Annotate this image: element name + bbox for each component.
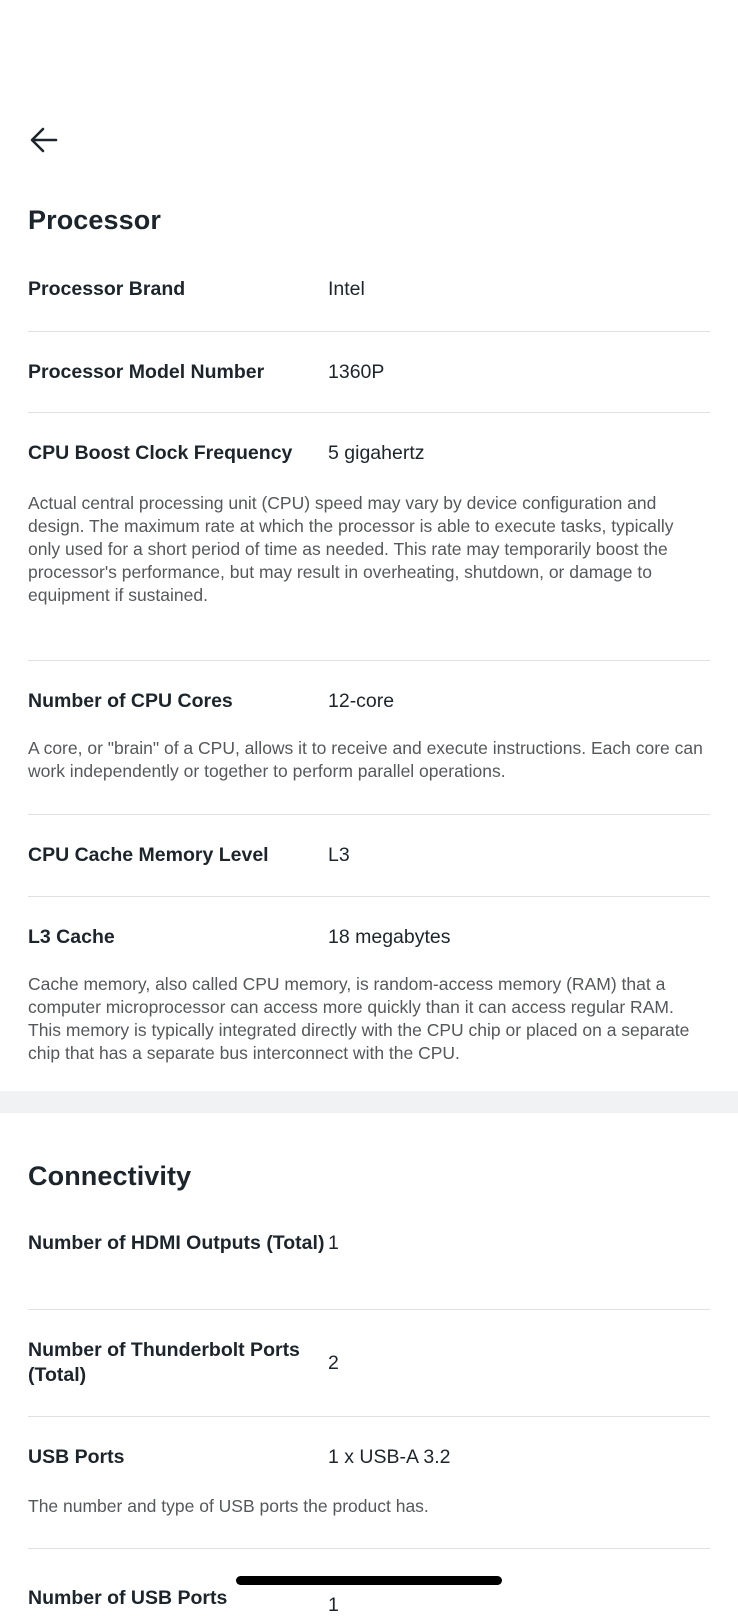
spec-label: Number of HDMI Outputs (Total) xyxy=(28,1232,325,1254)
spec-value: 18 megabytes xyxy=(328,926,451,948)
spec-label: L3 Cache xyxy=(28,926,115,948)
section-title-processor: Processor xyxy=(28,205,161,235)
spec-label: Number of Thunderbolt Ports (Total) xyxy=(28,1339,300,1386)
spec-description: A core, or "brain" of a CPU, allows it to receive and execute instructions. Each core can work independently or together to perform parallel operations. xyxy=(28,738,703,781)
connectivity-section xyxy=(0,1113,738,1618)
spec-value: Intel xyxy=(328,278,365,300)
spec-value: 12-core xyxy=(328,690,395,712)
spec-value: 1 xyxy=(328,1232,339,1254)
section-title-connectivity: Connectivity xyxy=(28,1161,192,1191)
spec-row-cache-memory-level xyxy=(28,815,710,897)
spec-description: The number and type of USB ports the product has. xyxy=(28,1496,429,1516)
spec-value: 1 x USB-A 3.2 xyxy=(328,1446,451,1468)
spec-value: 5 gigahertz xyxy=(328,442,425,464)
spec-description: Cache memory, also called CPU memory, is random-access memory (RAM) that a computer microprocessor can access more quickly than it can access regular RAM. This memory is typically integrated directly with the CPU chip or placed on a separate chip that has a separate bus interconnect with the CPU. xyxy=(28,974,690,1063)
spec-label: CPU Boost Clock Frequency xyxy=(28,442,293,464)
spec-row-thunderbolt-ports xyxy=(28,1310,710,1417)
spec-row-hdmi-outputs xyxy=(28,1191,710,1310)
spec-label: CPU Cache Memory Level xyxy=(28,844,269,866)
spec-value: 1 xyxy=(328,1594,339,1616)
spec-label: Number of CPU Cores xyxy=(28,690,233,712)
spec-row-usb-ports xyxy=(28,1417,710,1549)
arrow-left-icon xyxy=(28,124,60,156)
back-button[interactable] xyxy=(22,118,66,162)
spec-label: USB Ports xyxy=(28,1446,125,1468)
spec-row-processor-model-number xyxy=(28,332,710,413)
spec-row-processor-brand xyxy=(28,235,710,332)
spec-description: Actual central processing unit (CPU) speed may vary by device configuration and design. The maximum rate at which the processor is able to execute tasks, typically only used for a short period of time as needed. This rate may temporarily boost the processor's performance, but may result in overheating, shutdown, or damage to equipment if sustained. xyxy=(28,493,674,605)
home-indicator[interactable] xyxy=(236,1576,502,1585)
spec-value: 1360P xyxy=(328,361,385,383)
spec-label: Number of USB Ports xyxy=(28,1587,228,1609)
spec-row-cpu-cores xyxy=(28,661,710,815)
section-divider xyxy=(0,1091,738,1113)
spec-value: L3 xyxy=(328,844,350,866)
spec-label: Processor Model Number xyxy=(28,361,265,383)
spec-value: 2 xyxy=(328,1351,339,1374)
spec-row-cpu-boost-clock xyxy=(28,413,710,661)
spec-row-l3-cache xyxy=(28,897,710,1065)
spec-label: Processor Brand xyxy=(28,278,186,300)
